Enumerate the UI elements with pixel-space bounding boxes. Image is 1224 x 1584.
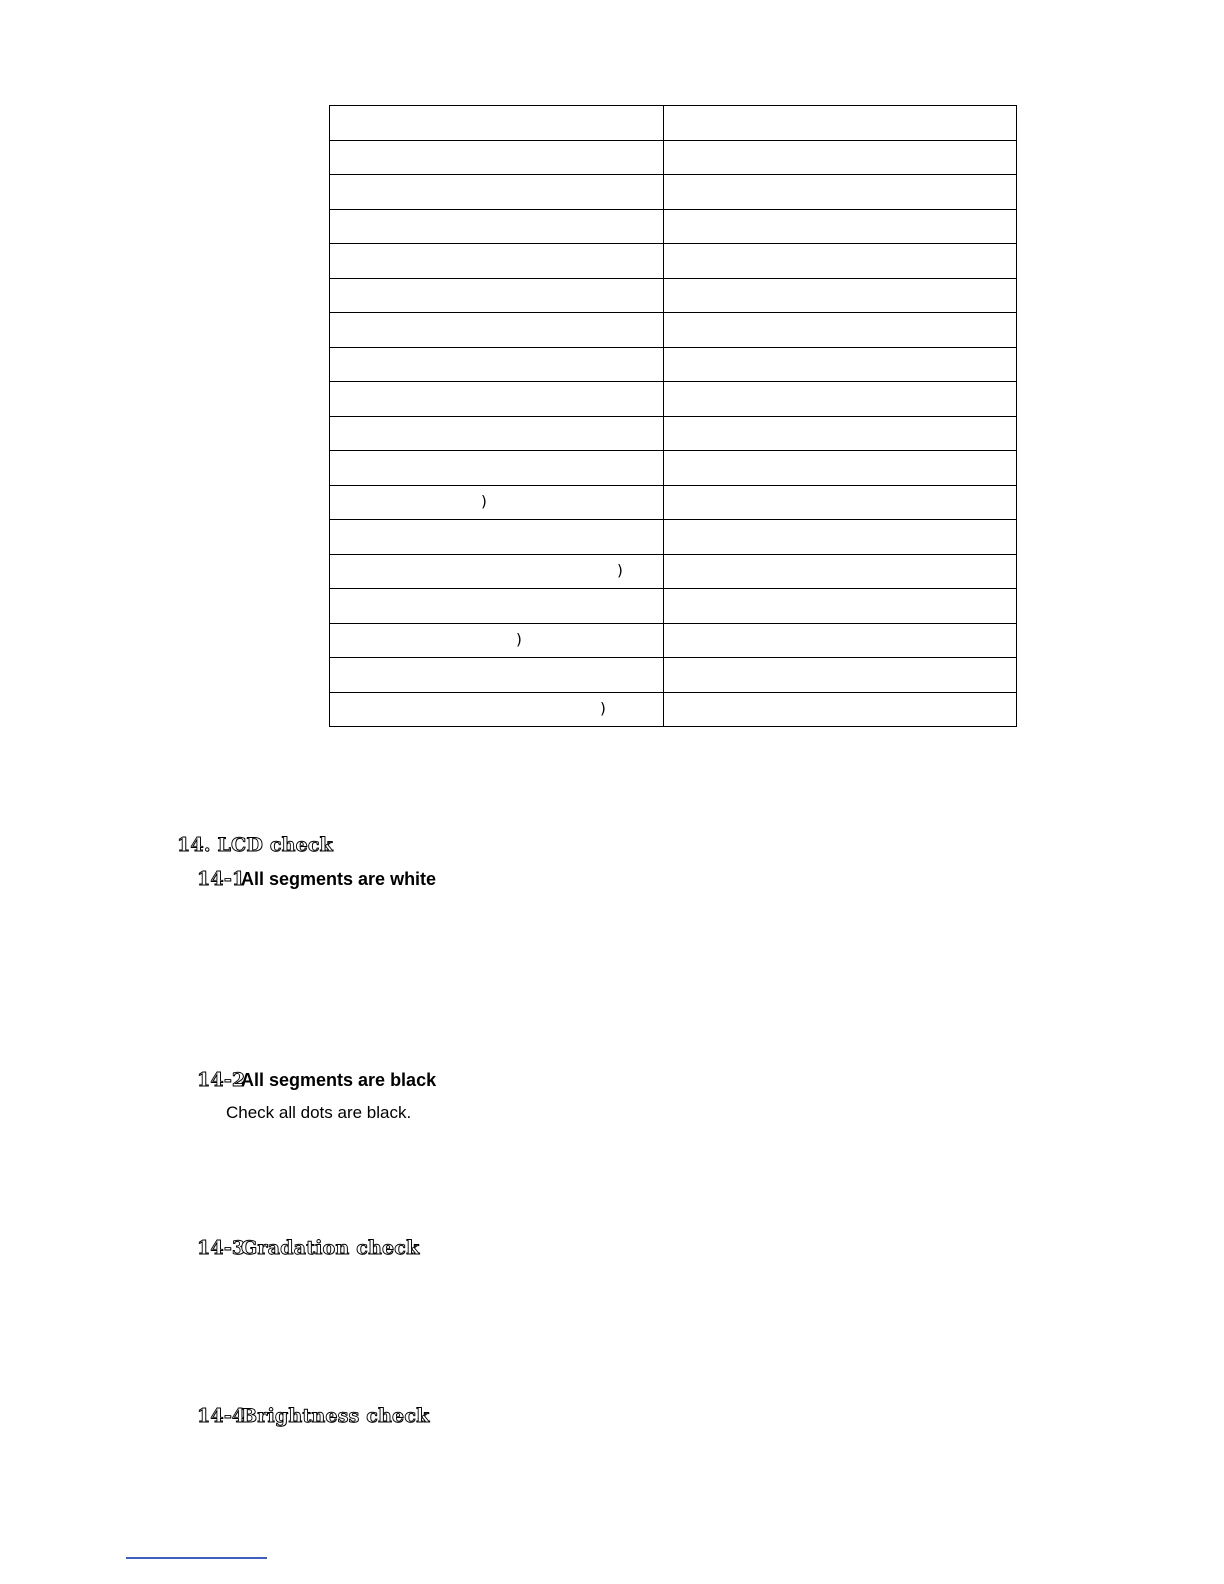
table-cell-right [664,485,1017,520]
table-row [330,313,1017,348]
table-cell-right [664,244,1017,279]
subsection-1-title: All segments are white [241,869,437,889]
section-heading: 14. LCD check [177,834,334,856]
table-cell-right [664,658,1017,693]
table-row [330,209,1017,244]
table-row [330,623,1017,658]
table-cell-right [664,106,1017,141]
closing-paren: ) [617,561,623,580]
table-cell-left [330,554,664,589]
table-cell-left [330,589,664,624]
table-row [330,416,1017,451]
table-cell-right [664,278,1017,313]
table-cell-right [664,313,1017,348]
table-cell-right [664,382,1017,417]
table-cell-left [330,244,664,279]
table-cell-left [330,278,664,313]
table-cell-left [330,313,664,348]
table-cell-left [330,623,664,658]
table-row [330,140,1017,175]
subsection-4-title: Brightness check [241,1405,430,1427]
table-cell-right [664,520,1017,555]
subsection-3-title: Gradation check [241,1237,420,1259]
table-row [330,520,1017,555]
table-cell-right [664,554,1017,589]
table-row [330,554,1017,589]
table-cell-left [330,209,664,244]
table-cell-left [330,416,664,451]
table-cell-left [330,347,664,382]
table-cell-right [664,589,1017,624]
table-cell-right [664,175,1017,210]
table-cell-left [330,658,664,693]
table-cell-right [664,623,1017,658]
table-cell-right [664,140,1017,175]
table-row [330,692,1017,727]
table-cell-right [664,416,1017,451]
subsection-2-body: Check all dots are black. [226,1103,412,1122]
table-cell-left [330,520,664,555]
spec-table [329,105,1017,727]
table-row [330,244,1017,279]
table-cell-left [330,140,664,175]
table-row [330,278,1017,313]
subsection-3-heading: 14-3 [197,1237,246,1259]
table-cell-right [664,347,1017,382]
table-row [330,175,1017,210]
table-cell-left [330,692,664,727]
table-row [330,382,1017,417]
table-row [330,485,1017,520]
table-row [330,347,1017,382]
subsection-2-title: All segments are black [241,1070,437,1090]
table-cell-left [330,106,664,141]
table-row [330,106,1017,141]
table-cell-left [330,175,664,210]
subsection-2-number: 14-2 [197,1069,246,1091]
table-cell-left [330,382,664,417]
table-row [330,658,1017,693]
subsection-1-number: 14-1 [197,868,246,890]
table-row [330,589,1017,624]
table-cell-right [664,209,1017,244]
table-row [330,451,1017,486]
table-cell-right [664,692,1017,727]
closing-paren: ) [516,630,522,649]
subsection-4-heading: 14-4 [197,1405,246,1427]
table-cell-left [330,485,664,520]
table-cell-right [664,451,1017,486]
closing-paren: ) [481,492,487,511]
footer-link-rule [126,1557,267,1559]
closing-paren: ) [600,699,606,718]
table-cell-left [330,451,664,486]
